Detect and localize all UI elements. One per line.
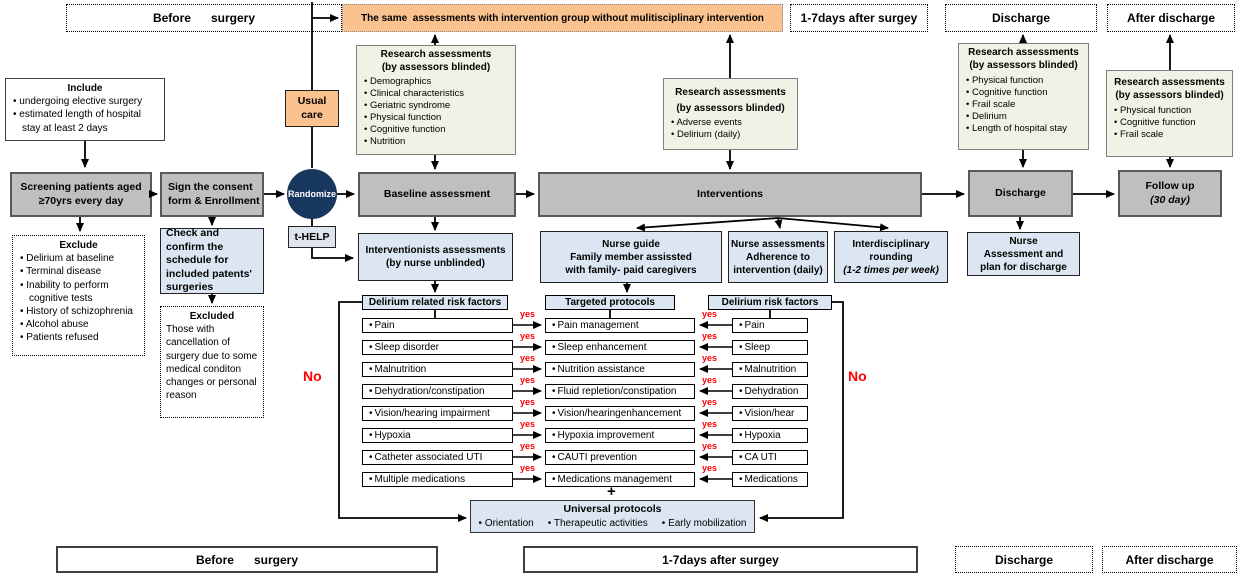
protocol-item: • Vision/hearingenhancement: [545, 406, 695, 421]
timeline-bottom-discharge: Discharge: [955, 546, 1093, 573]
research-item: • Physical function: [963, 75, 1084, 87]
yes-label: yes: [520, 331, 536, 341]
research-item: • Nutrition: [361, 136, 511, 148]
nurse-guide-line: Family member assissted: [570, 251, 692, 263]
yes-label: yes: [520, 397, 536, 407]
no-label-right: No: [848, 368, 867, 384]
yes-label: yes: [702, 331, 718, 341]
risk-right-item: • Malnutrition: [732, 362, 808, 377]
risk-right-item: • Medications: [732, 472, 808, 487]
research-item: • Cognitive function: [1111, 117, 1228, 129]
nurse-guide-line: with family- paid caregivers: [565, 264, 697, 276]
yes-label: yes: [520, 463, 536, 473]
interventionists-box: [358, 233, 513, 281]
plus-sign: +: [607, 483, 616, 500]
nurse-assessments-line: Adherence to: [746, 251, 810, 263]
risk-left-item: • Dehydration/constipation: [362, 384, 513, 399]
research-box-discharge: [958, 43, 1089, 150]
interdisciplinary-frequency: (1-2 times per week): [843, 264, 939, 276]
timeline-top-after-discharge: After discharge: [1107, 4, 1235, 32]
research-item: • Cognitive function: [361, 124, 511, 136]
universal-title: Universal protocols: [563, 503, 662, 515]
interventionists-line: Interventionists assessments: [365, 245, 506, 256]
followup-duration: (30 day): [1150, 193, 1190, 206]
universal-protocols-box: [470, 500, 755, 533]
exclude-item: • Alcohol abuse: [18, 318, 139, 331]
research-item: • Delirium: [963, 111, 1084, 123]
nurse-plan-box: [967, 232, 1080, 276]
protocol-item: • Nutrition assistance: [545, 362, 695, 377]
timeline-top-discharge: Discharge: [945, 4, 1097, 32]
delirium-risk-factors-header: Delirium risk factors: [708, 295, 832, 310]
research-item: • Clinical characteristics: [361, 88, 511, 100]
no-label-left: No: [303, 368, 322, 384]
protocol-item: • Medications management: [545, 472, 695, 487]
protocol-item: • CAUTI prevention: [545, 450, 695, 465]
research-item: • Cognitive function: [963, 87, 1084, 99]
risk-right-item: • Sleep: [732, 340, 808, 355]
research-subtitle: (by assessors blinded): [1115, 89, 1224, 101]
screening-box: Screening patients aged ≥70yrs every day: [10, 172, 152, 217]
timeline-top-same-assessments: The same assessments with intervention group without mulitisciplinary intervention: [342, 4, 783, 32]
interdisciplinary-box: [834, 231, 948, 283]
nurse-assessments-line: intervention (daily): [733, 264, 823, 276]
yes-label: yes: [702, 463, 718, 473]
delirium-related-risk-factors-header: Delirium related risk factors: [362, 295, 508, 310]
research-title: Research assessments: [380, 49, 492, 60]
nurse-plan-line: Nurse: [1009, 235, 1038, 247]
nurse-guide-box: [540, 231, 722, 283]
usual-care-box: Usual care: [285, 90, 339, 127]
nurse-plan-line: Assessment and: [983, 248, 1064, 260]
universal-item: • Early mobilization: [662, 518, 747, 529]
sign-consent-line: Sign the consent: [168, 181, 253, 194]
exclude-box: [12, 235, 145, 356]
baseline-assessment-box: Baseline assessment: [358, 172, 516, 217]
followup-line: Follow up: [1145, 180, 1195, 193]
targeted-protocols-header: Targeted protocols: [545, 295, 675, 310]
research-item: • Delirium (daily): [668, 129, 793, 141]
risk-left-item: • Hypoxia: [362, 428, 513, 443]
yes-label: yes: [520, 353, 536, 363]
excluded-body: Those with cancellation of surgery due to some medical conditon changes or personal reason: [166, 324, 258, 402]
check-schedule-box: Check and confirm the schedule for included patents' surgeries: [160, 228, 264, 294]
risk-left-item: • Sleep disorder: [362, 340, 513, 355]
discharge-box: Discharge: [968, 170, 1073, 217]
include-box: [5, 78, 165, 141]
nurse-assessments-box: [728, 231, 828, 283]
research-item: • Length of hospital stay: [963, 123, 1084, 135]
research-subtitle: (by assessors blinded): [676, 102, 785, 114]
research-item: • Physical function: [361, 112, 511, 124]
include-title: Include: [67, 83, 103, 94]
include-item: • undergoing elective surgery: [11, 95, 159, 108]
nurse-guide-line: Nurse guide: [602, 238, 660, 250]
research-title: Research assessments: [1114, 77, 1225, 88]
protocol-item: • Sleep enhancement: [545, 340, 695, 355]
yes-label: yes: [702, 397, 718, 407]
yes-label: yes: [702, 309, 718, 319]
research-box-followup: [1106, 70, 1233, 157]
risk-left-item: • Malnutrition: [362, 362, 513, 377]
research-subtitle: (by assessors blinded): [381, 61, 491, 73]
yes-label: yes: [520, 375, 536, 385]
followup-box: [1118, 170, 1222, 217]
risk-left-item: • Vision/hearing impairment: [362, 406, 513, 421]
timeline-bottom-before-surgery: Before surgery: [56, 546, 438, 573]
exclude-item: • Inability to perform cognitive tests: [18, 279, 139, 305]
yes-label: yes: [520, 309, 536, 319]
protocol-item: • Fluid repletion/constipation: [545, 384, 695, 399]
exclude-item: • Delirium at baseline: [18, 252, 139, 265]
excluded-title: Excluded: [189, 311, 235, 322]
exclude-title: Exclude: [59, 240, 98, 251]
interventions-box: Interventions: [538, 172, 922, 217]
research-title: Research assessments: [968, 47, 1079, 58]
risk-left-item: • Catheter associated UTI: [362, 450, 513, 465]
risk-right-item: • Dehydration: [732, 384, 808, 399]
interdisciplinary-line: rounding: [869, 251, 913, 263]
research-item: • Geriatric syndrome: [361, 100, 511, 112]
risk-right-item: • Vision/hear: [732, 406, 808, 421]
yes-label: yes: [702, 441, 718, 451]
interdisciplinary-line: Interdisciplinary: [852, 238, 930, 250]
risk-right-item: • Pain: [732, 318, 808, 333]
include-item: • estimated length of hospital stay at least 2 days: [11, 108, 159, 134]
interventionists-line: (by nurse unblinded): [386, 258, 485, 269]
research-item: • Adverse events: [668, 117, 793, 129]
nurse-assessments-line: Nurse assessments: [731, 238, 825, 250]
sign-consent-line: form & Enrollment: [168, 194, 260, 207]
yes-label: yes: [702, 353, 718, 363]
sign-consent-box: [160, 172, 264, 217]
timeline-top-after-surgery: 1-7days after surgey: [790, 4, 928, 32]
yes-label: yes: [702, 419, 718, 429]
yes-label: yes: [520, 419, 536, 429]
universal-item: • Orientation: [479, 518, 534, 529]
research-box-interventions: [663, 78, 798, 150]
exclude-item: • Terminal disease: [18, 265, 139, 278]
timeline-bottom-after-surgery: 1-7days after surgey: [523, 546, 918, 573]
risk-left-item: • Multiple medications: [362, 472, 513, 487]
research-item: • Physical function: [1111, 105, 1228, 117]
research-item: • Demographics: [361, 76, 511, 88]
timeline-top-before-surgery: Before surgery: [66, 4, 342, 32]
universal-item: • Therapeutic activities: [548, 518, 648, 529]
protocol-item: • Pain management: [545, 318, 695, 333]
research-item: • Frail scale: [1111, 129, 1228, 141]
excluded-box: [160, 306, 264, 418]
yes-label: yes: [520, 441, 536, 451]
risk-right-item: • CA UTI: [732, 450, 808, 465]
research-item: • Frail scale: [963, 99, 1084, 111]
t-help-box: t-HELP: [288, 226, 336, 248]
exclude-item: • Patients refused: [18, 331, 139, 344]
randomize-node: Randomize: [287, 169, 337, 219]
research-title: Research assessments: [675, 87, 786, 98]
timeline-bottom-after-discharge: After discharge: [1102, 546, 1237, 573]
nurse-plan-line: plan for discharge: [980, 261, 1067, 273]
risk-right-item: • Hypoxia: [732, 428, 808, 443]
protocol-item: • Hypoxia improvement: [545, 428, 695, 443]
research-box-baseline: [356, 45, 516, 155]
yes-label: yes: [702, 375, 718, 385]
risk-left-item: • Pain: [362, 318, 513, 333]
research-subtitle: (by assessors blinded): [969, 59, 1078, 71]
exclude-item: • History of schizophrenia: [18, 305, 139, 318]
